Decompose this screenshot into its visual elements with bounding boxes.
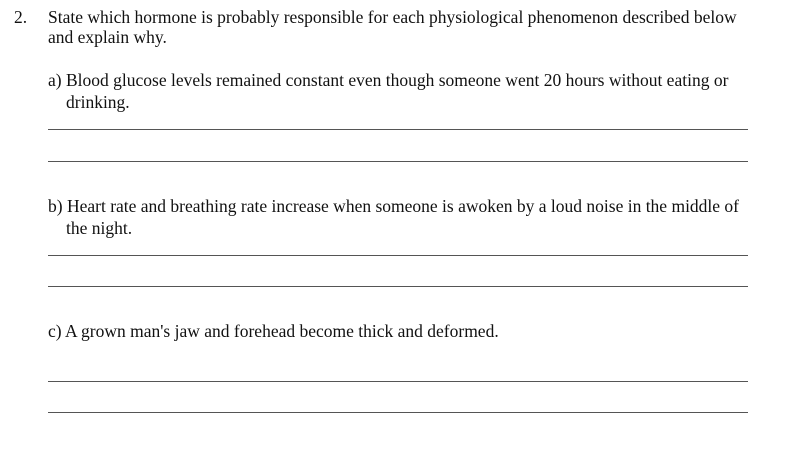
- part-b-line-1: b) Heart rate and breathing rate increase when someone is awoken by a loud noise in the middle of: [48, 196, 740, 216]
- answer-line-b-2[interactable]: [48, 286, 748, 287]
- answer-line-c-2[interactable]: [48, 412, 748, 413]
- part-c-line-1: c) A grown man's jaw and forehead become thick and deformed.: [48, 321, 499, 341]
- question-prompt-line-2: and explain why.: [48, 27, 167, 47]
- part-a-prompt: [48, 69, 778, 113]
- part-b-prompt: [48, 195, 778, 239]
- answer-line-a-1[interactable]: [48, 129, 748, 130]
- part-b-line-2: the night.: [66, 218, 133, 238]
- part-a-line-2: drinking.: [66, 92, 130, 112]
- answer-line-a-2[interactable]: [48, 161, 748, 162]
- answer-line-c-1[interactable]: [48, 381, 748, 382]
- part-c-prompt: [48, 320, 778, 342]
- question-prompt-line-1: State which hormone is probably responsible for each physiological phenomenon described below: [48, 7, 737, 27]
- answer-line-b-1[interactable]: [48, 255, 748, 256]
- question-number: 2.: [14, 7, 28, 27]
- question-prompt: [48, 7, 778, 47]
- part-a-line-1: a) Blood glucose levels remained constant even though someone went 20 hours without eating or: [48, 70, 729, 90]
